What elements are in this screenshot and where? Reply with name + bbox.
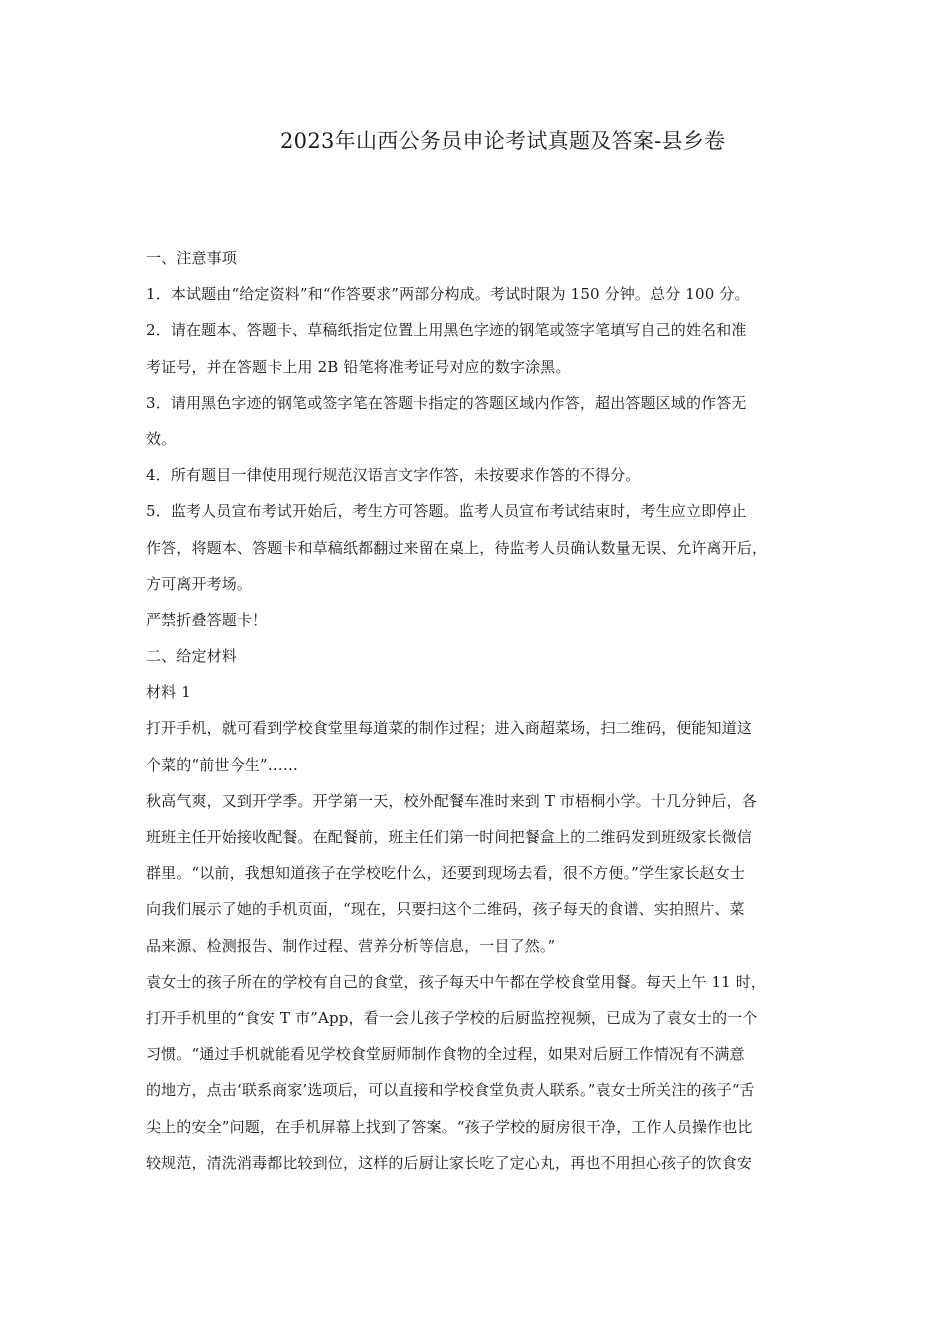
- paragraph-line: 群里。“以前，我想知道孩子在学校吃什么，还要到现场去看，很不方便。”学生家长赵女士: [146, 864, 745, 883]
- warning-text: 严禁折叠答题卡！: [146, 610, 268, 629]
- paragraph-line: 的地方，点击‘联系商家’选项后，可以直接和学校食堂负责人联系。”袁女士所关注的孩子“舌: [146, 1081, 755, 1100]
- note-item-5-cont: 方可离开考场。: [146, 574, 253, 593]
- paragraph-line: 打开手机，就可看到学校食堂里每道菜的制作过程；进入商超菜场，扫二维码，便能知道这: [146, 719, 753, 738]
- note-item-5-cont: 作答，将题本、答题卡和草稿纸都翻过来留在桌上，待监考人员确认数量无误、允许离开后，: [146, 538, 768, 557]
- note-item-2: 2．请在题本、答题卡、草稿纸指定位置上用黑色字迹的钢笔或签字笔填写自己的姓名和准: [146, 321, 747, 340]
- note-item-3: 3．请用黑色字迹的钢笔或签字笔在答题卡指定的答题区域内作答，超出答题区域的作答无: [146, 393, 747, 412]
- note-item-2-cont: 考证号，并在答题卡上用 2B 铅笔将准考证号对应的数字涂黑。: [146, 357, 571, 376]
- material-heading: 材料 1: [146, 683, 191, 702]
- paragraph-line: 品来源、检测报告、制作过程、营养分析等信息，一目了然。”: [146, 936, 556, 955]
- paragraph-line: 个菜的“前世今生”……: [146, 755, 298, 774]
- note-item-4: 4．所有题目一律使用现行规范汉语言文字作答，未按要求作答的不得分。: [146, 466, 641, 485]
- paragraph-line: 袁女士的孩子所在的学校有自己的食堂，孩子每天中午都在学校食堂用餐。每天上午 11 时，: [146, 972, 767, 991]
- paragraph-line: 秋高气爽，又到开学季。开学第一天，校外配餐车准时来到 T 市梧桐小学。十几分钟后，各: [146, 791, 757, 810]
- section-heading-materials: 二、给定材料: [146, 647, 237, 666]
- paragraph-line: 尖上的安全”问题，在手机屏幕上找到了答案。“孩子学校的厨房很干净，工作人员操作也比: [146, 1117, 753, 1136]
- note-item-5: 5．监考人员宣布考试开始后，考生方可答题。监考人员宣布考试结束时，考生应立即停止: [146, 502, 747, 521]
- paragraph-line: 打开手机里的“食安 T 市”App，看一会儿孩子学校的后厨监控视频，已成为了袁女士的一个: [146, 1008, 758, 1027]
- section-heading-notes: 一、注意事项: [146, 249, 237, 267]
- note-item-3-cont: 效。: [146, 429, 177, 448]
- note-item-1: 1．本试题由“给定资料”和“作答要求”两部分构成。考试时限为 150 分钟。总分 100 分。: [146, 285, 750, 304]
- paragraph-line: 较规范，清洗消毒都比较到位，这样的后厨让家长吃了定心丸，再也不用担心孩子的饮食安: [146, 1153, 753, 1172]
- page-title: 2023年山西公务员申论考试真题及答案-县乡卷: [280, 129, 726, 153]
- paragraph-line: 班班主任开始接收配餐。在配餐前，班主任们第一时间把餐盒上的二维码发到班级家长微信: [146, 828, 753, 846]
- paragraph-line: 向我们展示了她的手机页面，“现在，只要扫这个二维码，孩子每天的食谱、实拍照片、菜: [146, 900, 745, 919]
- paragraph-line: 习惯。“通过手机就能看见学校食堂厨师制作食物的全过程，如果对后厨工作情况有不满意: [146, 1045, 745, 1064]
- document-body: [146, 240, 866, 1181]
